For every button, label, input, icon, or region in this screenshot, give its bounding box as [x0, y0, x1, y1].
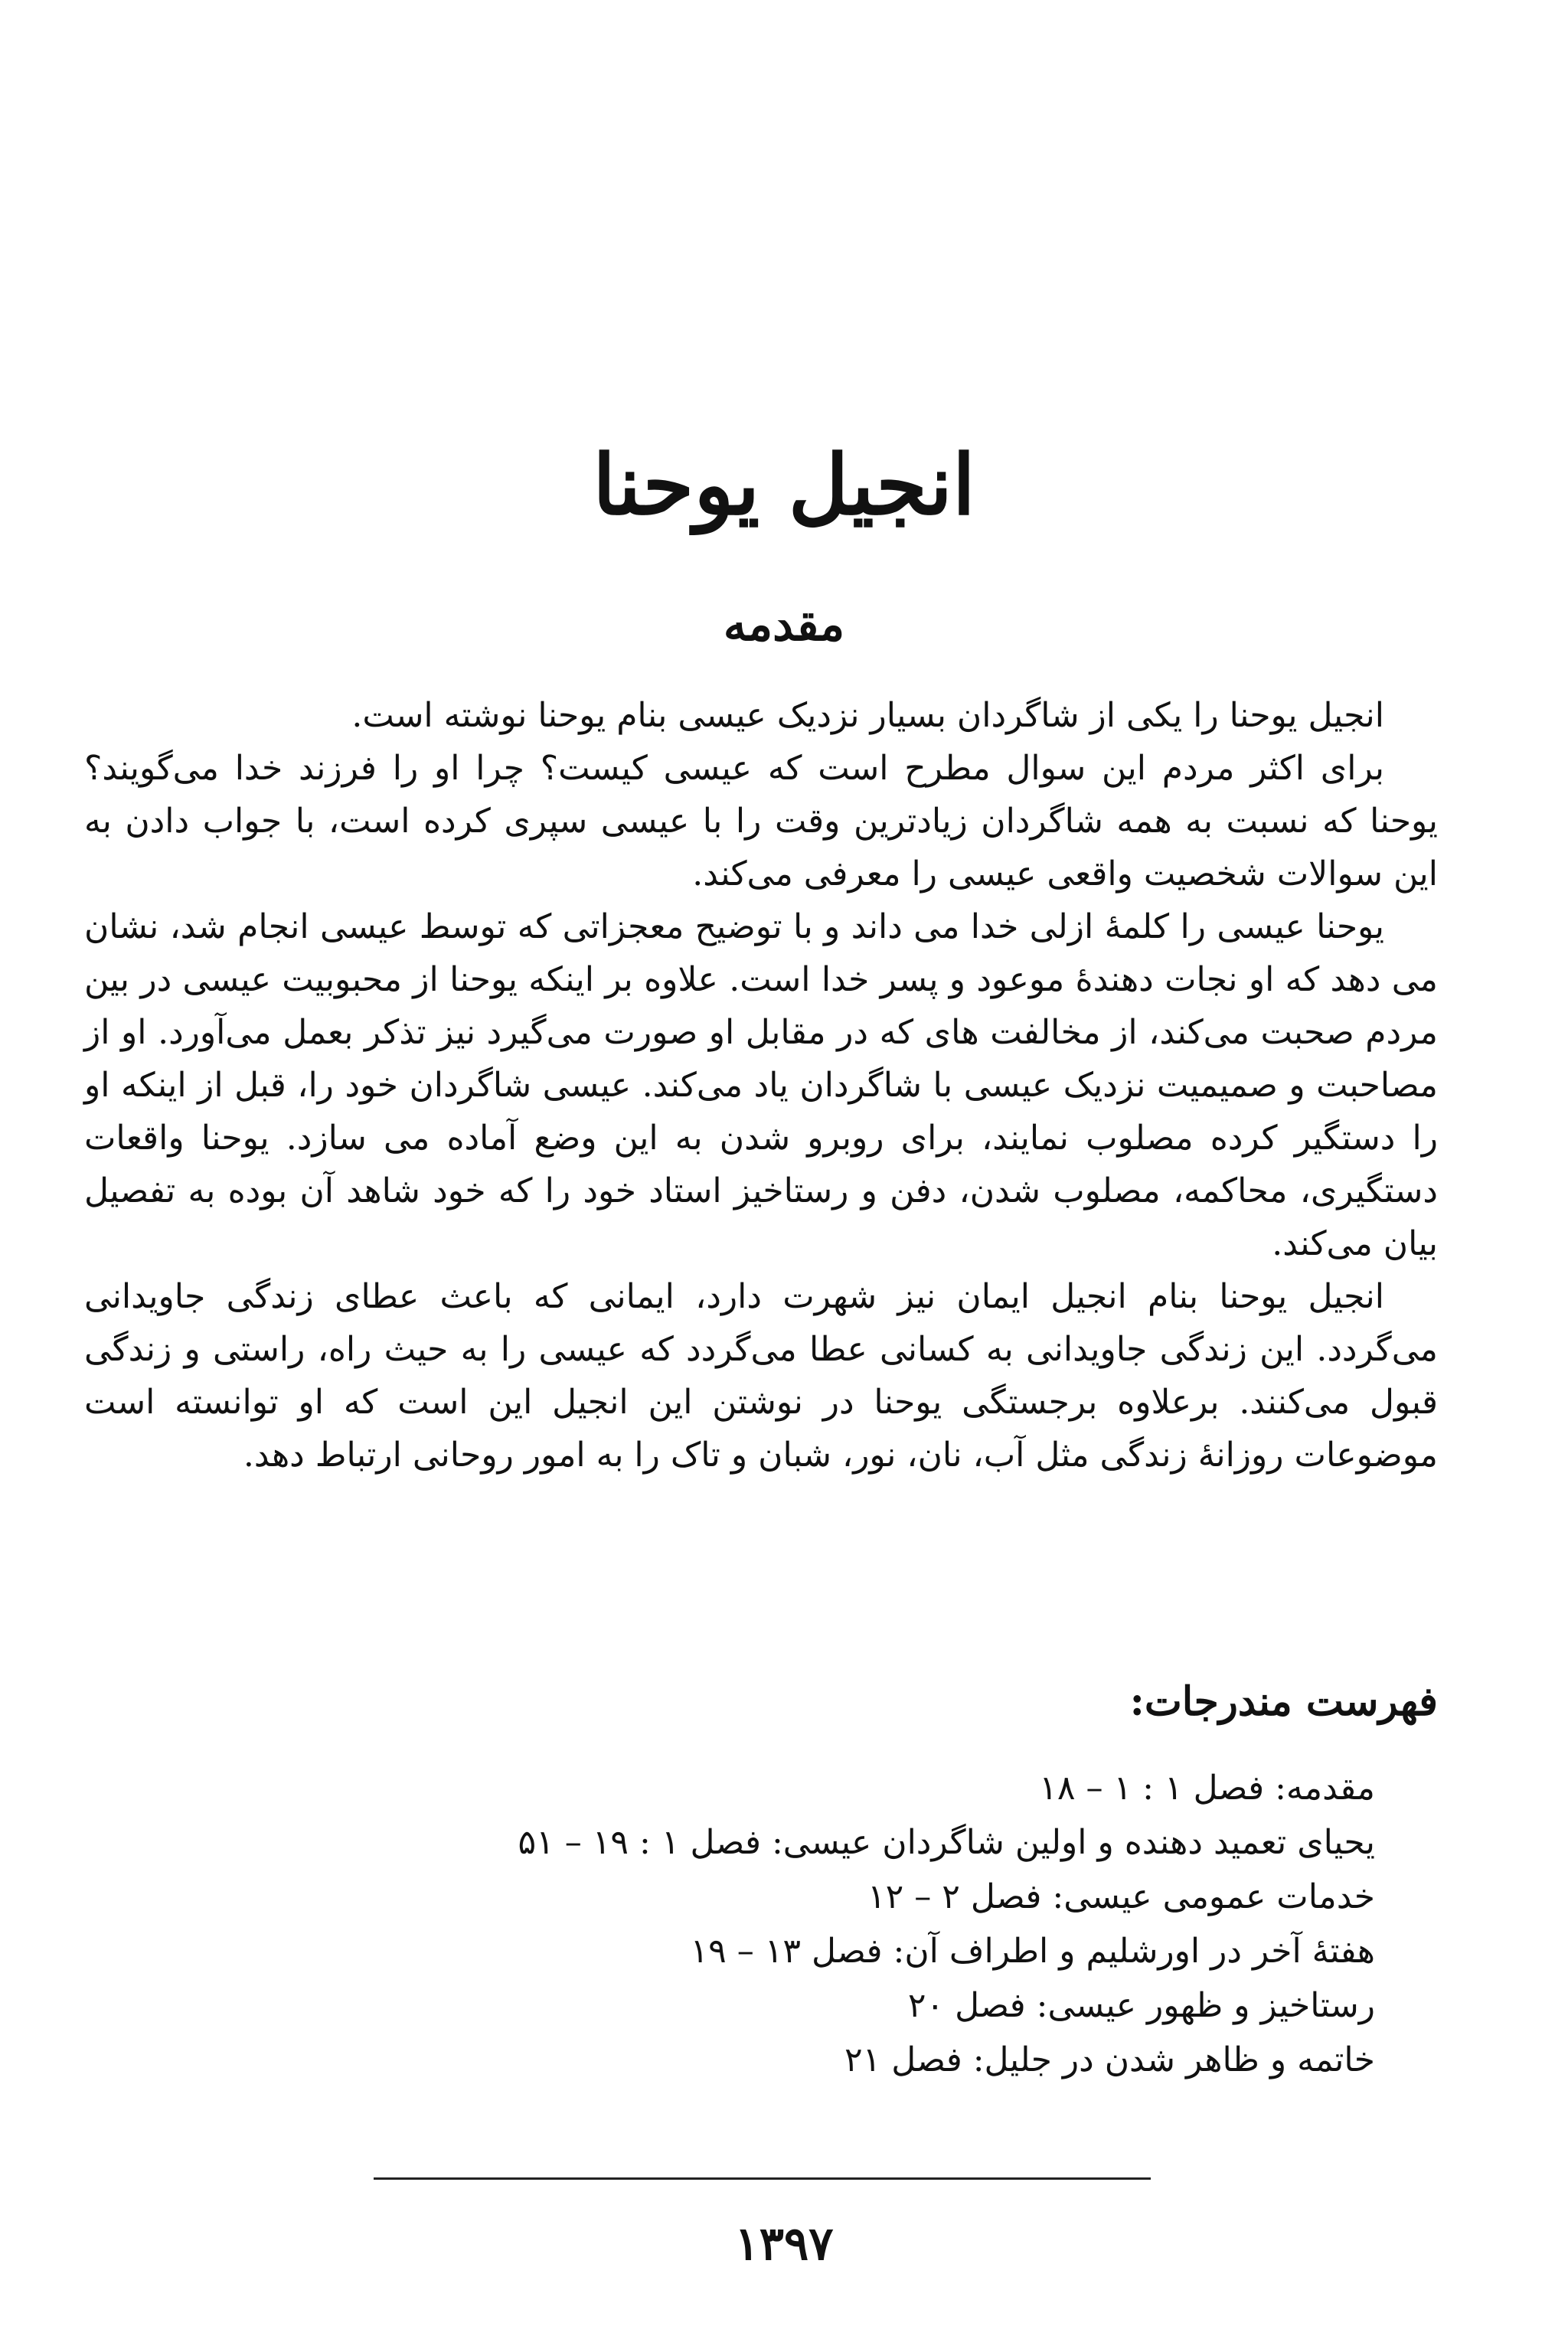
intro-paragraph: انجیل یوحنا بنام انجیل ایمان نیز شهرت دارد، ایمانی که باعث عطای زندگی جاویدانی می‌گردد. این زندگی جاویدانی به کسانی عطا می‌گردد که عیسی را به حیث راه، راستی و زندگی قبول می‌کنند. برعلاوه برجستگی یوحنا در نوشتن این انجیل این است که او توانسته است موضوعات روزانهٔ زندگی مثل آب، نان، نور، شبان و تاک را به امور روحانی ارتباط دهد. — [84, 1277, 1438, 1475]
table-of-contents — [518, 1761, 1375, 2087]
introduction-text — [84, 689, 1438, 1481]
footer-divider — [374, 2177, 1151, 2180]
intro-paragraph: انجیل یوحنا را یکی از شاگردان بسیار نزدیک عیسی بنام یوحنا نوشته است. — [351, 696, 1384, 735]
intro-paragraph: یوحنا عیسی را کلمهٔ ازلی خدا می داند و با توضیح معجزاتی که توسط عیسی انجام شد، نشان می دهد که او نجات دهندهٔ موعود و پسر خدا است. علاوه بر اینکه یوحنا از محبوبیت عیسی در بین مردم صحبت می‌کند، از مخالفت های که در مقابل او صورت می‌گیرد نیز تذکر بعمل می‌آورد. او از مصاحبت و صمیمیت نزدیک عیسی با شاگردان یاد می‌کند. عیسی شاگردان خود را، قبل از اینکه او را دستگیر کرده مصلوب نمایند، برای روبرو شدن به این وضع آماده می سازد. یوحنا واقعات دستگیری، محاکمه، مصلوب شدن، دفن و رستاخیز استاد خود را که خود شاهد آن بوده به تفصیل بیان می‌کند. — [84, 907, 1438, 1263]
table-of-contents-heading: فهرست مندرجات: — [1129, 1678, 1438, 1725]
toc-item: رستاخیز و ظهور عیسی: فصل ۲۰ — [907, 1986, 1375, 2025]
page-number: ۱۳۹۷ — [734, 2217, 834, 2271]
intro-paragraph: برای اکثر مردم این سوال مطرح است که عیسی کیست؟ چرا او را فرزند خدا می‌گویند؟ یوحنا که نسبت به همه شاگردان زیادترین وقت را با عیسی سپری کرده است، با جواب دادن به این سوالات شخصیت واقعی عیسی را معرفی می‌کند. — [84, 749, 1438, 893]
toc-item: خاتمه و ظاهر شدن در جلیل: فصل ۲۱ — [844, 2040, 1375, 2079]
toc-item: خدمات عمومی عیسی: فصل ۲ – ۱۲ — [867, 1877, 1375, 1916]
section-heading-introduction: مقدمه — [723, 598, 845, 652]
toc-item: هفتهٔ آخر در اورشلیم و اطراف آن: فصل ۱۳ – ۱۹ — [690, 1932, 1375, 1971]
toc-item: یحیای تعمید دهنده و اولین شاگردان عیسی: فصل ۱ : ۱۹ – ۵۱ — [518, 1823, 1375, 1862]
book-title: انجیل یوحنا — [593, 437, 975, 534]
toc-item: مقدمه: فصل ۱ : ۱ – ۱۸ — [1039, 1769, 1375, 1808]
